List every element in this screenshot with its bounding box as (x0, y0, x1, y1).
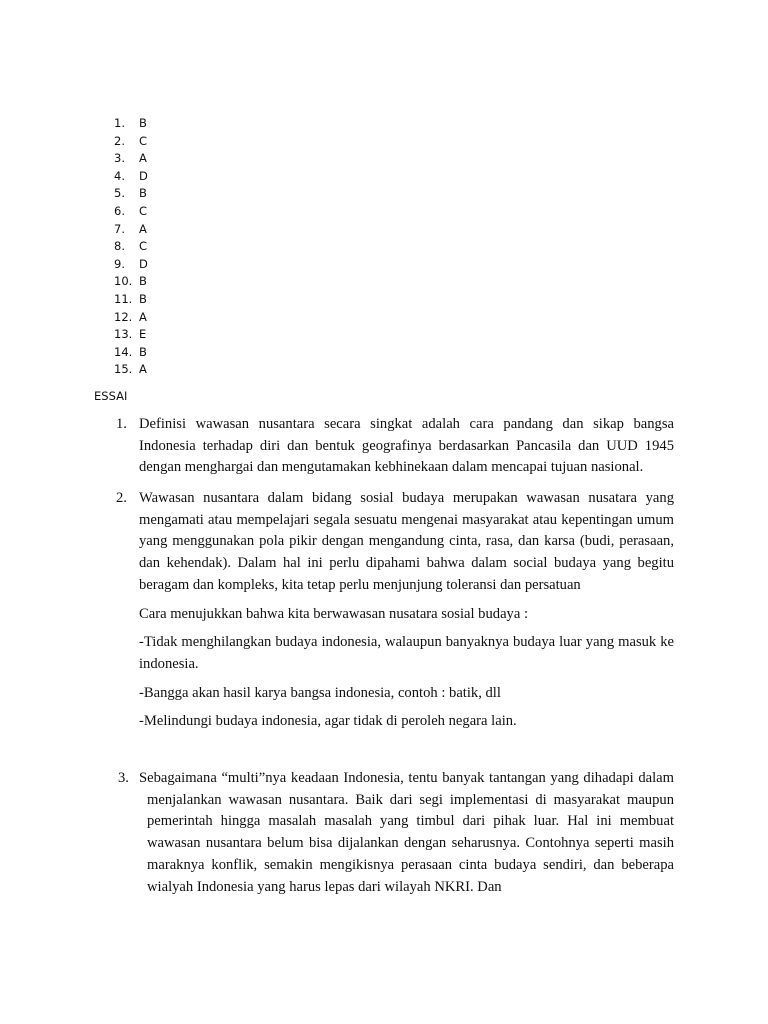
essay-paragraph: Wawasan nusantara dalam bidang sosial budaya merupakan wawasan nusatara yang mengamati atau mempelajari segala sesuatu mengenai masyarakat atau kepentingan umum yang menggunakan pola pikir dengan mengandung cinta, rasa, dan karsa (budi, perasaan, dan kehendak). Dalam hal ini perlu dipahami bahwa dalam social budaya yang begitu beragam dan kompleks, kita tetap perlu menjunjung toleransi dan persatuan (139, 490, 674, 593)
answer-letter: B (139, 116, 147, 130)
answer-item (114, 344, 148, 362)
answer-letter: A (139, 309, 147, 324)
essay-paragraph-text: Sebagaimana “multi”nya keadaan Indonesia, tentu banyak tantangan yang dihadapi dalam menjalankan wawasan nusantara. Baik dari segi implementasi di masyarakat maupun pemerintah hingga masalah masalah yang timbul dari pihak luar. Hal ini membuat wawasan nusantara belum bisa dijalankan dengan seharusnya. Contohnya seperti masih maraknya konflik, semakin mengikisnya perasaan cinta budaya sendiri, dan beberapa wialyah Indonesia yang harus lepas dari wilayah NKRI. Dan (139, 770, 674, 895)
essay-paragraph: Definisi wawasan nusantara secara singkat adalah cara pandang dan sikap bangsa Indonesia terhadap diri dan bentuk geografinya berdasarkan Pancasila dan UUD 1945 dengan menghargai dan mengutamakan kebhinekaan dalam mencapai tujuan nasional. (139, 416, 674, 476)
answer-number: 15. (114, 362, 133, 377)
answer-letter: B (139, 291, 147, 306)
essay-section-title: ESSAI (94, 389, 128, 403)
answer-letter: B (139, 344, 147, 359)
answer-letter: E (139, 327, 147, 342)
answer-number: 4. (114, 168, 125, 183)
essay-answer-1 (116, 414, 674, 479)
answer-item (114, 221, 148, 239)
essay-point: -Bangga akan hasil karya bangsa indonesia, contoh : batik, dll (139, 684, 501, 701)
essay-point: -Melindungi budaya indonesia, agar tidak di peroleh negara lain. (139, 713, 517, 730)
essay-number: 2. (116, 490, 127, 506)
answer-item (114, 203, 148, 221)
answer-item (114, 150, 148, 168)
answer-item (114, 185, 148, 203)
essay-point: -Tidak menghilangkan budaya indonesia, walaupun banyaknya budaya luar yang masuk ke indonesia. (139, 634, 674, 672)
answer-item (114, 361, 148, 379)
answer-number: 2. (114, 133, 125, 148)
answer-number: 6. (114, 203, 125, 218)
answer-number: 7. (114, 221, 125, 236)
answer-number: 8. (114, 239, 125, 254)
essay-number: 3. (118, 770, 129, 786)
answer-letter: A (139, 151, 147, 166)
answer-number: 14. (114, 344, 133, 359)
answer-number: 5. (114, 186, 125, 201)
essay-number: 1. (116, 416, 127, 432)
answer-number: 9. (114, 256, 125, 271)
answer-letter: A (139, 221, 147, 236)
answer-number: 3. (114, 151, 125, 166)
answer-item (114, 326, 148, 344)
answer-item (114, 291, 148, 309)
answer-item (114, 168, 148, 186)
answer-letter: C (139, 239, 148, 254)
answer-number: 1. (114, 116, 125, 130)
answer-letter: B (139, 274, 147, 289)
essay-intro: Cara menujukkan bahwa kita berwawasan nusatara sosial budaya : (139, 605, 529, 622)
answer-number: 10. (114, 274, 133, 289)
answer-letter: D (139, 256, 148, 271)
answer-item (114, 309, 148, 327)
answer-letter: C (139, 203, 148, 218)
answer-key-list (114, 115, 148, 379)
answer-number: 13. (114, 327, 133, 342)
answer-item (114, 133, 148, 151)
essay-paragraph (118, 768, 674, 898)
answer-letter: C (139, 133, 148, 148)
answer-item (114, 238, 148, 256)
answer-letter: D (139, 168, 148, 183)
answer-letter: A (139, 362, 147, 377)
answer-item (114, 273, 148, 291)
answer-letter: B (139, 186, 147, 201)
answer-number: 12. (114, 309, 133, 324)
essay-answer-2 (116, 488, 674, 740)
answer-number: 11. (114, 291, 133, 306)
essay-answer-3 (118, 768, 674, 898)
answer-item (114, 115, 148, 133)
answer-item (114, 256, 148, 274)
